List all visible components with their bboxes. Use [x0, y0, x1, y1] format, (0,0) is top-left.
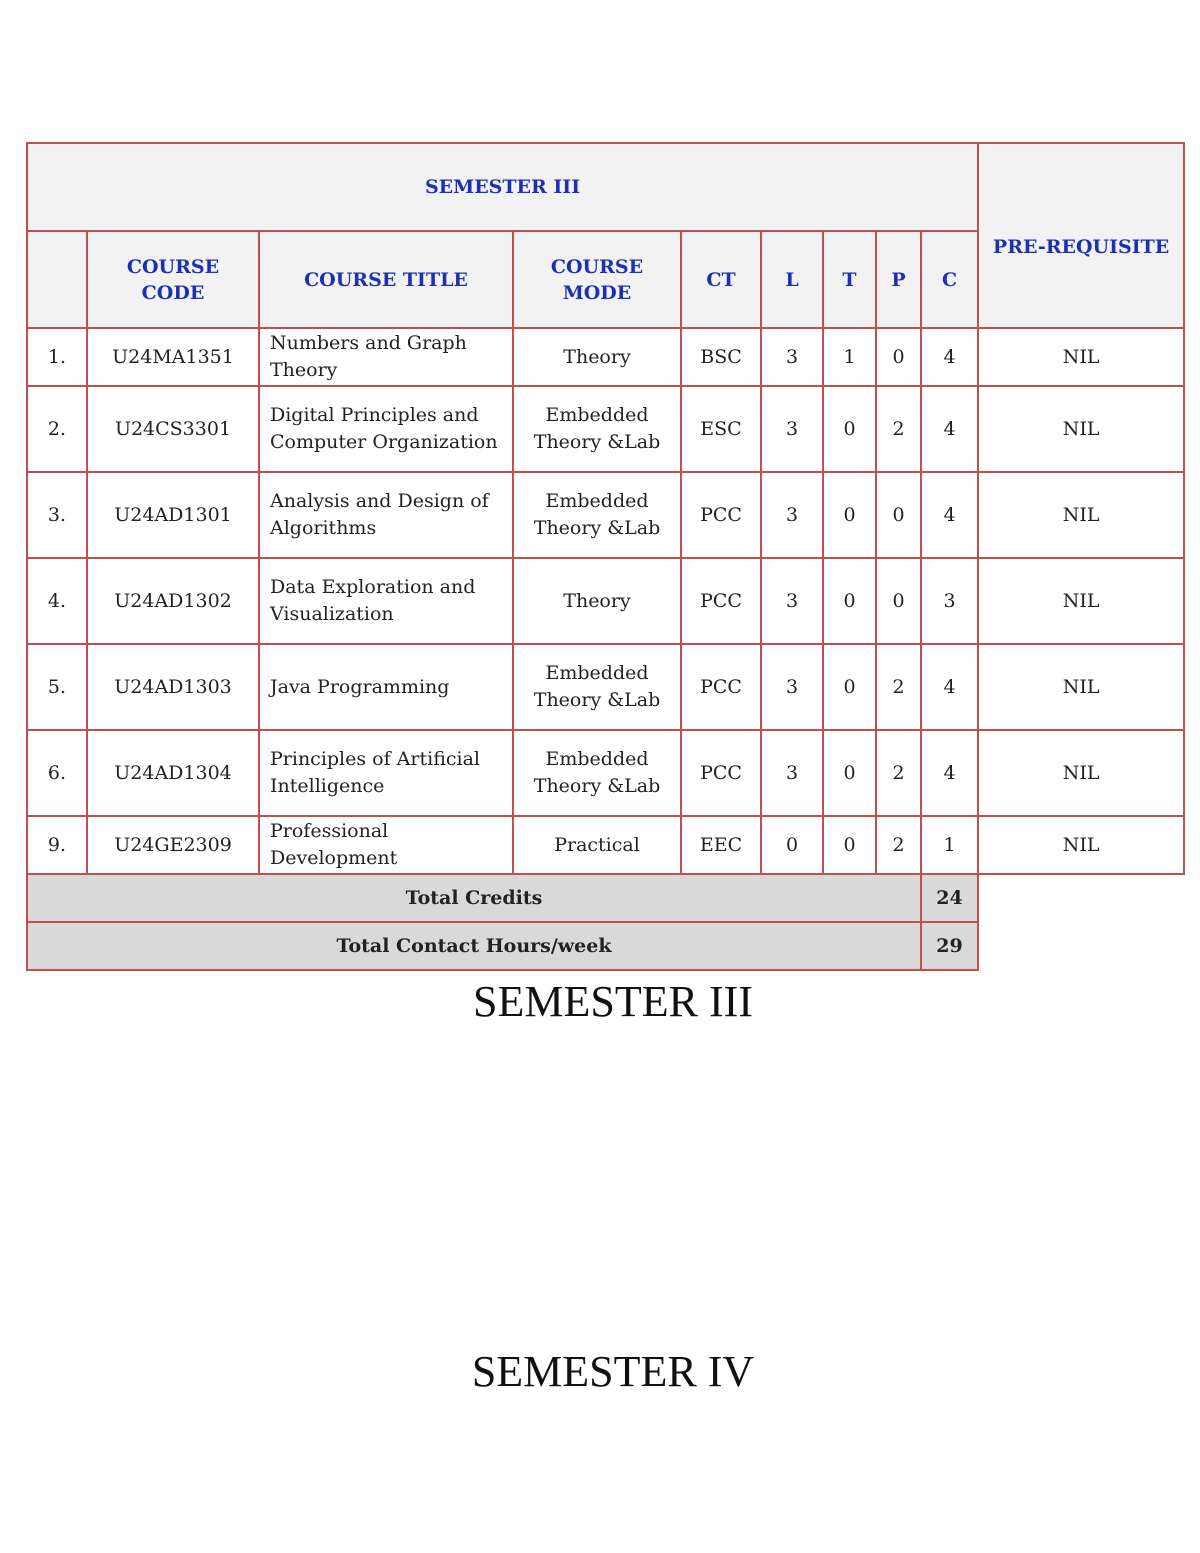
total-row — [27, 874, 1184, 922]
row-t: 0 — [823, 386, 876, 472]
row-t: 0 — [823, 730, 876, 816]
c-header-label: C — [941, 268, 958, 291]
table-row — [27, 816, 1184, 874]
row-ct: PCC — [681, 472, 761, 558]
c-header — [921, 231, 978, 328]
row-sno: 4. — [27, 558, 87, 644]
row-prereq: NIL — [978, 730, 1184, 816]
prereq-header-label: PRE-REQUISITE — [992, 236, 1170, 258]
row-ct: EEC — [681, 816, 761, 874]
semester-iii-caption: SEMESTER III — [473, 977, 753, 1026]
course-code-header — [87, 231, 259, 328]
row-sno: 1. — [27, 328, 87, 386]
row-course-mode: Embedded Theory &Lab — [513, 386, 681, 472]
row-p: 0 — [876, 472, 921, 558]
row-ct: PCC — [681, 730, 761, 816]
total-value: 24 — [921, 874, 978, 922]
row-l: 3 — [761, 472, 823, 558]
row-course-mode: Embedded Theory &Lab — [513, 644, 681, 730]
course-mode-header-label: COURSE MODE — [550, 255, 644, 304]
row-course-mode: Embedded Theory &Lab — [513, 730, 681, 816]
p-header — [876, 231, 921, 328]
row-c: 4 — [921, 386, 978, 472]
row-course-code: U24CS3301 — [87, 386, 259, 472]
row-p: 2 — [876, 644, 921, 730]
row-course-code: U24AD1304 — [87, 730, 259, 816]
table-row — [27, 328, 1184, 386]
table-row — [27, 730, 1184, 816]
row-prereq: NIL — [978, 328, 1184, 386]
row-course-code: U24AD1302 — [87, 558, 259, 644]
row-l: 3 — [761, 386, 823, 472]
row-prereq: NIL — [978, 644, 1184, 730]
row-sno: 6. — [27, 730, 87, 816]
row-t: 0 — [823, 644, 876, 730]
row-sno: 3. — [27, 472, 87, 558]
row-t: 0 — [823, 816, 876, 874]
total-empty — [978, 874, 1184, 922]
total-label: Total Credits — [27, 874, 921, 922]
row-p: 2 — [876, 386, 921, 472]
row-ct: BSC — [681, 328, 761, 386]
row-course-mode: Embedded Theory &Lab — [513, 472, 681, 558]
semester-iv-caption: SEMESTER IV — [471, 1347, 755, 1396]
row-course-code: U24AD1301 — [87, 472, 259, 558]
row-t: 1 — [823, 328, 876, 386]
semester-title: SEMESTER III — [424, 176, 581, 198]
course-mode-header — [513, 231, 681, 328]
row-sno: 9. — [27, 816, 87, 874]
course-code-header-label: COURSE CODE — [126, 255, 220, 304]
table-row — [27, 644, 1184, 730]
row-p: 0 — [876, 558, 921, 644]
row-sno: 2. — [27, 386, 87, 472]
course-title-header — [259, 231, 513, 328]
row-c: 1 — [921, 816, 978, 874]
prereq-header — [978, 143, 1184, 328]
semester-iii-table — [26, 142, 1185, 971]
row-l: 3 — [761, 558, 823, 644]
row-t: 0 — [823, 558, 876, 644]
table-row — [27, 472, 1184, 558]
table-row — [27, 386, 1184, 472]
l-header-label: L — [785, 268, 799, 291]
total-empty — [978, 922, 1184, 970]
row-t: 0 — [823, 472, 876, 558]
row-prereq: NIL — [978, 386, 1184, 472]
t-header-label: T — [842, 268, 857, 291]
row-course-title: Professional Development — [259, 816, 513, 874]
row-c: 4 — [921, 328, 978, 386]
row-course-title: Principles of Artificial Intelligence — [259, 730, 513, 816]
row-course-mode: Practical — [513, 816, 681, 874]
row-course-code: U24GE2309 — [87, 816, 259, 874]
l-header — [761, 231, 823, 328]
row-p: 0 — [876, 328, 921, 386]
course-title-header-label: COURSE TITLE — [304, 268, 468, 291]
row-course-title: Data Exploration and Visualization — [259, 558, 513, 644]
row-course-title: Numbers and Graph Theory — [259, 328, 513, 386]
row-l: 3 — [761, 644, 823, 730]
row-l: 3 — [761, 730, 823, 816]
row-l: 3 — [761, 328, 823, 386]
curriculum-table-container — [26, 142, 1183, 971]
row-ct: PCC — [681, 558, 761, 644]
sno-header — [27, 231, 87, 328]
row-p: 2 — [876, 730, 921, 816]
row-c: 4 — [921, 644, 978, 730]
row-c: 4 — [921, 730, 978, 816]
row-prereq: NIL — [978, 558, 1184, 644]
row-course-mode: Theory — [513, 328, 681, 386]
row-course-code: U24MA1351 — [87, 328, 259, 386]
row-ct: ESC — [681, 386, 761, 472]
row-l: 0 — [761, 816, 823, 874]
row-course-title: Digital Principles and Computer Organization — [259, 386, 513, 472]
ct-header — [681, 231, 761, 328]
row-c: 4 — [921, 472, 978, 558]
total-label: Total Contact Hours/week — [27, 922, 921, 970]
row-ct: PCC — [681, 644, 761, 730]
row-sno: 5. — [27, 644, 87, 730]
p-header-label: P — [891, 268, 906, 291]
table-row — [27, 558, 1184, 644]
row-p: 2 — [876, 816, 921, 874]
row-course-title: Analysis and Design of Algorithms — [259, 472, 513, 558]
total-value: 29 — [921, 922, 978, 970]
row-prereq: NIL — [978, 472, 1184, 558]
ct-header-label: CT — [706, 268, 736, 291]
row-course-mode: Theory — [513, 558, 681, 644]
row-prereq: NIL — [978, 816, 1184, 874]
row-course-title: Java Programming — [259, 644, 513, 730]
row-course-code: U24AD1303 — [87, 644, 259, 730]
total-row — [27, 922, 1184, 970]
semester-title-cell — [27, 143, 978, 231]
t-header — [823, 231, 876, 328]
row-c: 3 — [921, 558, 978, 644]
